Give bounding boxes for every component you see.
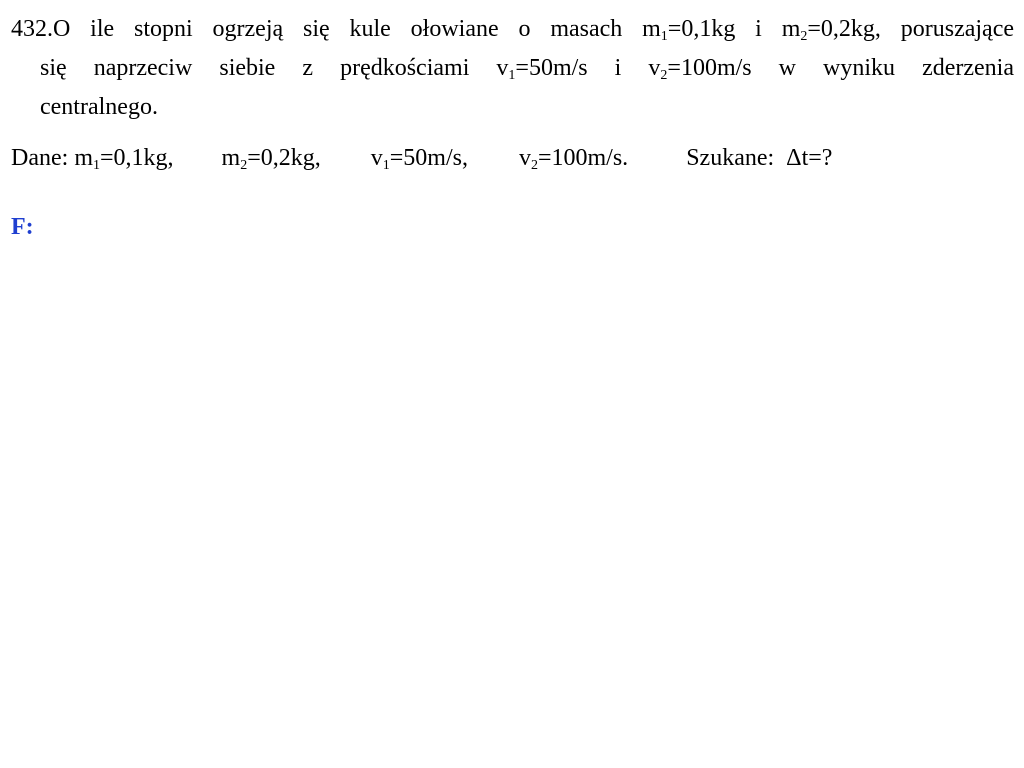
problem-line-2 xyxy=(11,49,1014,88)
symbol: m xyxy=(221,145,241,171)
value: =50m/s, xyxy=(389,145,468,171)
subscript: 2 xyxy=(240,158,248,173)
subscript: 2 xyxy=(530,158,538,173)
problem-line-1 xyxy=(11,10,1014,49)
subscript: 1 xyxy=(382,158,390,173)
given-m1 xyxy=(74,140,173,176)
value: =0,2kg, xyxy=(247,145,321,171)
given-v1 xyxy=(371,140,468,176)
value: =100m/s. xyxy=(537,145,629,171)
problem-text: =100m/s w wyniku zderzenia xyxy=(667,55,1015,81)
problem-text: =0,2kg, poruszające xyxy=(807,16,1014,42)
symbol: m xyxy=(74,145,93,171)
problem-text: =50m/s i v xyxy=(515,55,661,81)
symbol: v xyxy=(518,145,531,171)
problem-text: O ile stopni ogrzeją się kule ołowiane o masach m xyxy=(53,16,661,42)
problem-line-3: centralnego. xyxy=(40,94,158,120)
value: =0,1kg, xyxy=(99,145,174,171)
subscript: 1 xyxy=(660,29,668,44)
problem-text: się naprzeciw siebie z prędkościami v xyxy=(40,55,509,81)
given-v2 xyxy=(519,140,628,176)
subscript: 1 xyxy=(508,68,516,83)
given-m2 xyxy=(222,140,321,176)
problem-number: 432. xyxy=(11,16,53,42)
subscript: 2 xyxy=(800,29,808,44)
given-data-line xyxy=(11,140,832,176)
sought-label: Szukane: xyxy=(686,145,775,171)
subscript: 1 xyxy=(92,158,100,173)
sought-value: Δt=? xyxy=(786,145,833,171)
given-label: Dane: xyxy=(11,145,69,171)
sought xyxy=(686,140,832,176)
subscript: 2 xyxy=(660,68,668,83)
section-f-heading: F: xyxy=(11,214,34,240)
problem-text: =0,1kg i m xyxy=(667,16,801,42)
symbol: v xyxy=(370,145,383,171)
problem-statement xyxy=(11,10,1014,127)
